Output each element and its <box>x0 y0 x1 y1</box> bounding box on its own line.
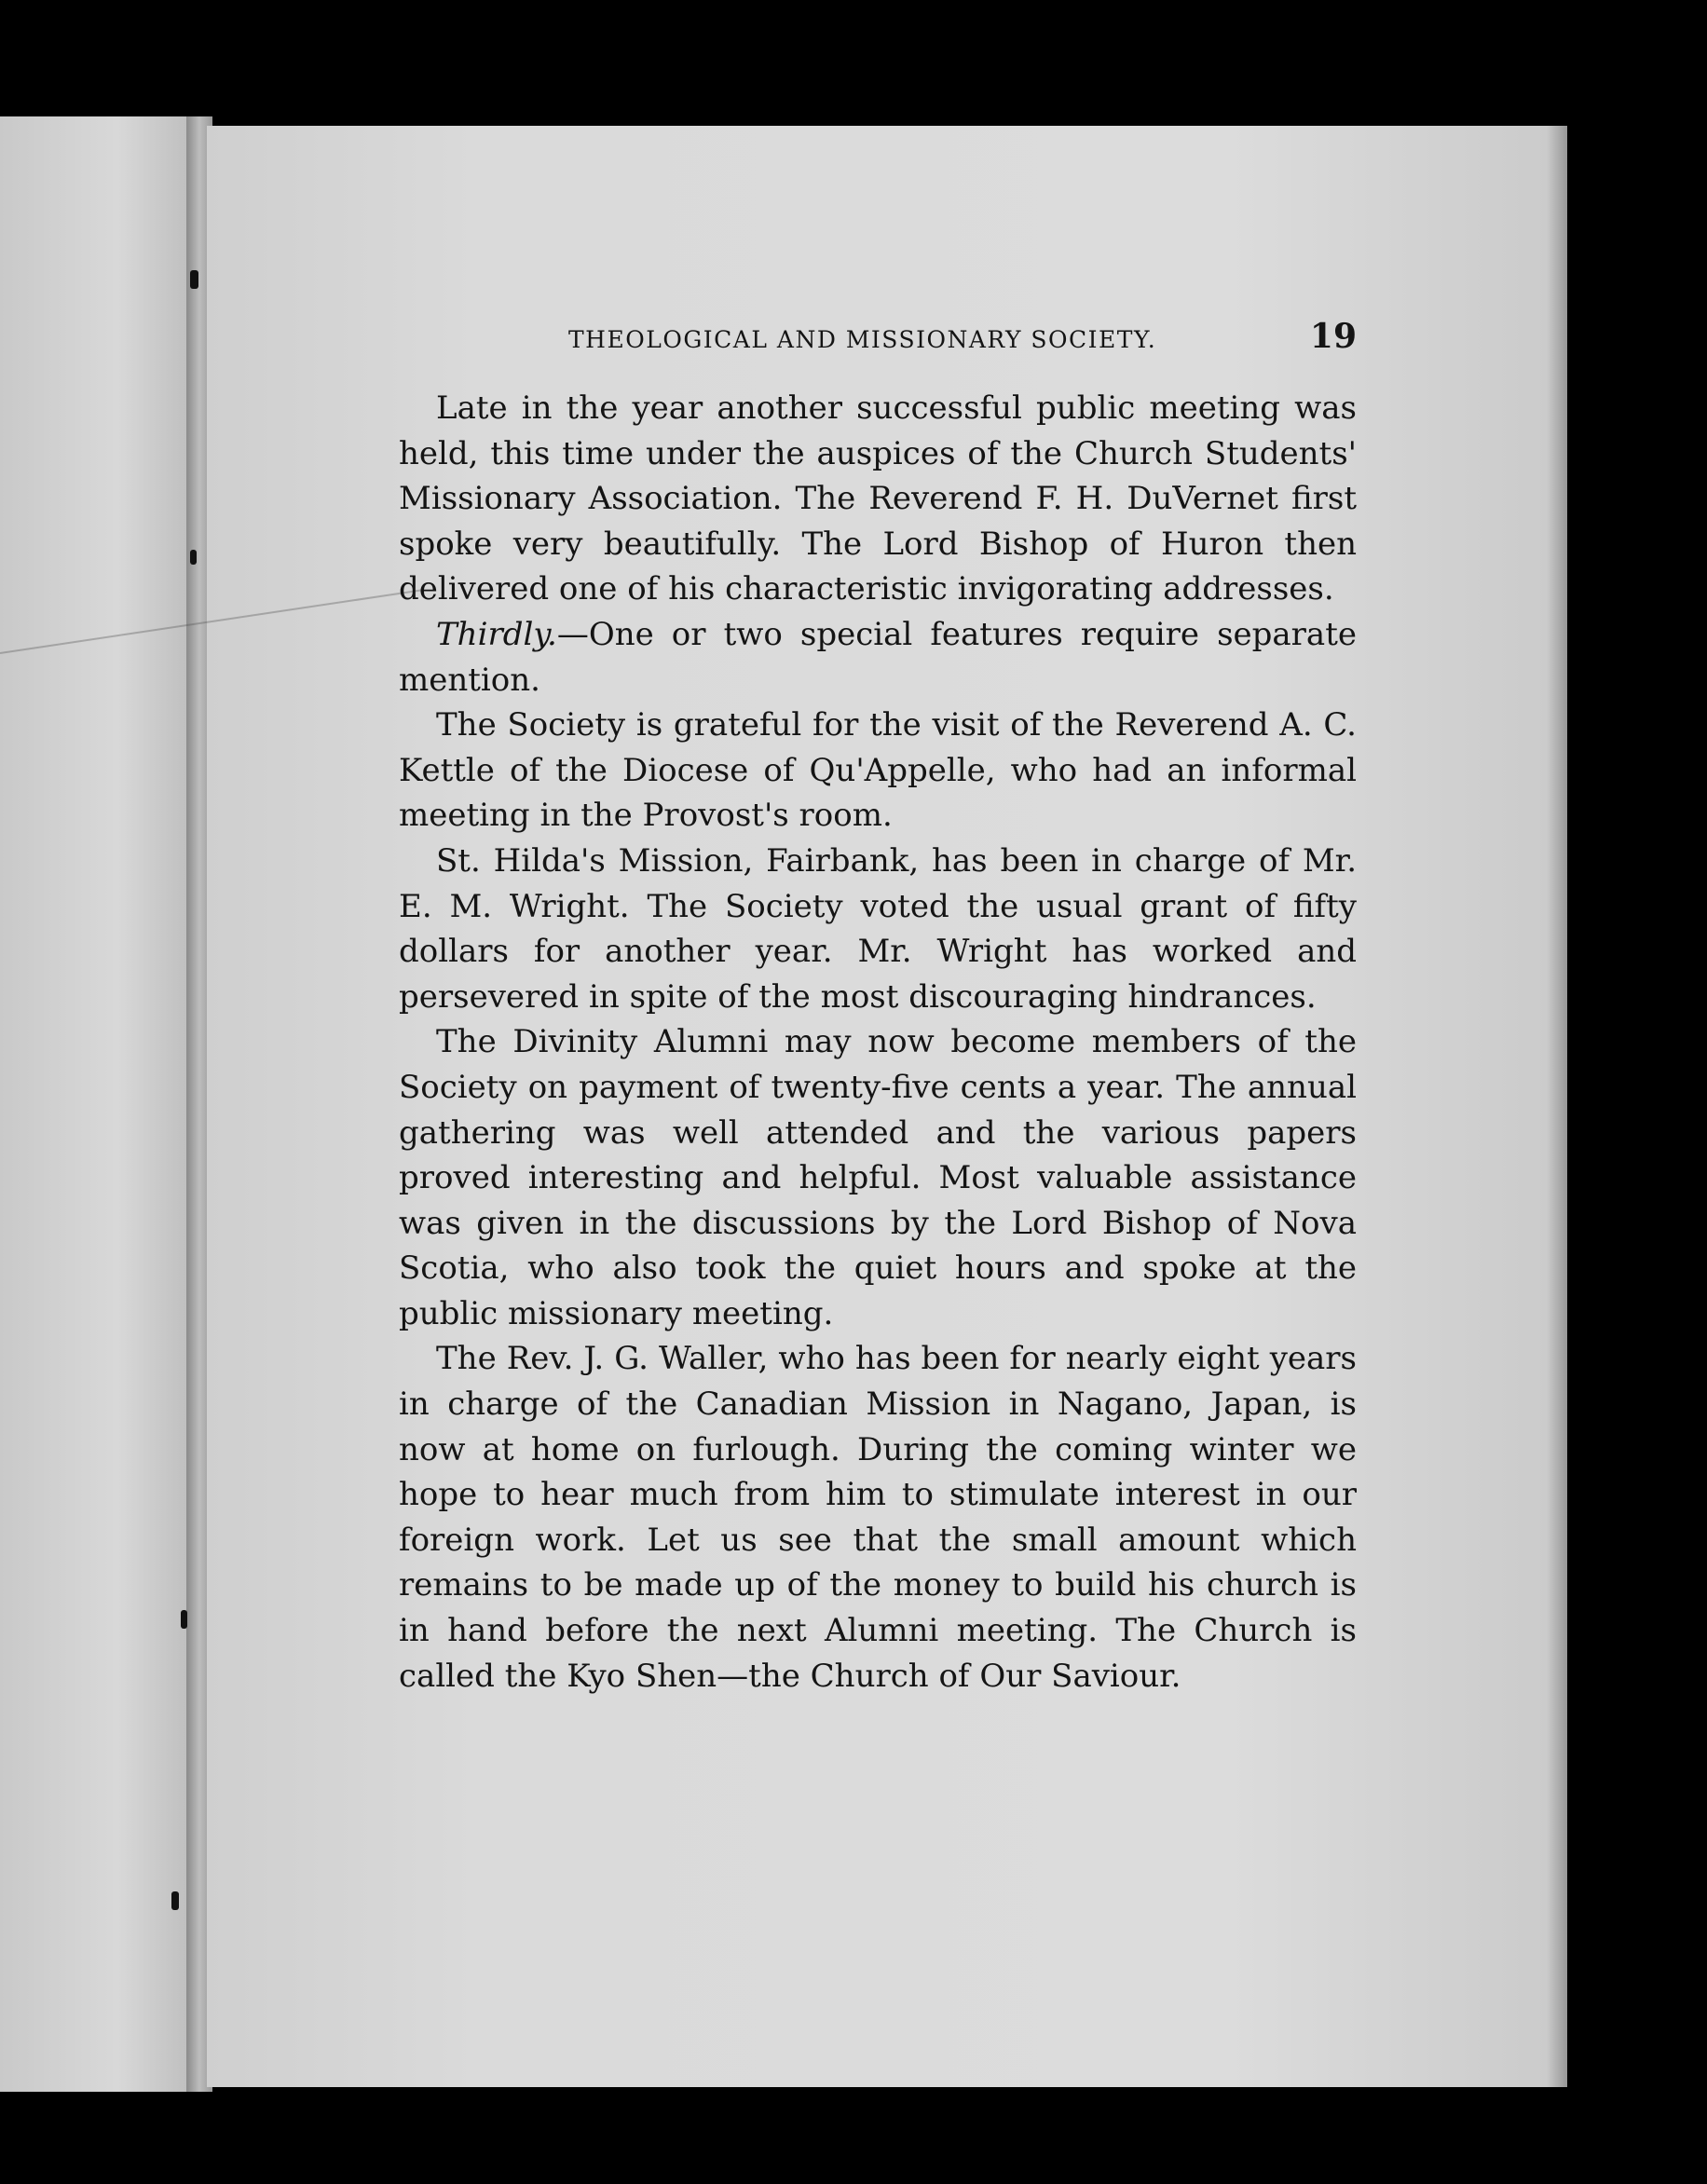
paragraph <box>399 1019 1357 1336</box>
paragraph <box>399 1336 1357 1699</box>
paragraph-text: The Rev. J. G. Waller, who has been for nearly eight years in charge of the Canadian Mission in Nagano, Japan, is now at home on furlough. During the coming winter we hope to hear much from him to stimulate interest in our foreign work. Let us see that the small amount which remains to be made up of the money to build his church is in hand before the next Alumni meeting. The Church is called the Kyo Shen—the Church of Our Saviour. <box>399 1340 1357 1695</box>
binding-hole-mark <box>171 1891 179 1910</box>
paragraph-text: St. Hilda's Mission, Fairbank, has been in charge of Mr. E. M. Wright. The Society voted the usual grant of fifty dollars for another year. Mr. Wright has worked and persevered in spite of the most discouraging hindrances. <box>399 841 1357 1016</box>
running-header <box>399 317 1357 373</box>
paragraph-text: Late in the year another successful public meeting was held, this time under the auspices of the Church Students' Missionary Association. The Reverend F. H. DuVernet first spoke very beautifully. The Lord Bishop of Huron then delivered one of his characteristic invigorating addresses. <box>399 389 1357 608</box>
paragraph <box>399 703 1357 839</box>
paragraph <box>399 839 1357 1019</box>
paragraph <box>399 386 1357 612</box>
page-number: 19 <box>1309 317 1357 356</box>
binding-hole-mark <box>190 270 198 289</box>
facing-page-edge <box>0 116 196 2092</box>
paragraph-text: —One or two special features require separate mention. <box>399 615 1357 699</box>
paragraph-text: The Society is grateful for the visit of the Reverend A. C. Kettle of the Diocese of Qu'Appelle, who had an informal meeting in the Provost's room. <box>399 706 1357 835</box>
page-edge-shadow <box>1547 126 1575 2087</box>
paragraph <box>399 612 1357 703</box>
paragraph-lead: Thirdly. <box>436 615 557 653</box>
binding-hole-mark <box>190 550 197 565</box>
binding-hole-mark <box>181 1610 187 1629</box>
page-text <box>399 317 1357 1699</box>
running-title: THEOLOGICAL AND MISSIONARY SOCIETY. <box>568 326 1157 353</box>
paragraph-text: The Divinity Alumni may now become members of the Society on payment of twenty-five cents a year. The annual gathering was well attended and the various papers proved interesting and helpful. Most valuable assistance was given in the discussions by the Lord Bishop of Nova Scotia, who also took the quiet hours and spoke at the public missionary meeting. <box>399 1023 1357 1332</box>
